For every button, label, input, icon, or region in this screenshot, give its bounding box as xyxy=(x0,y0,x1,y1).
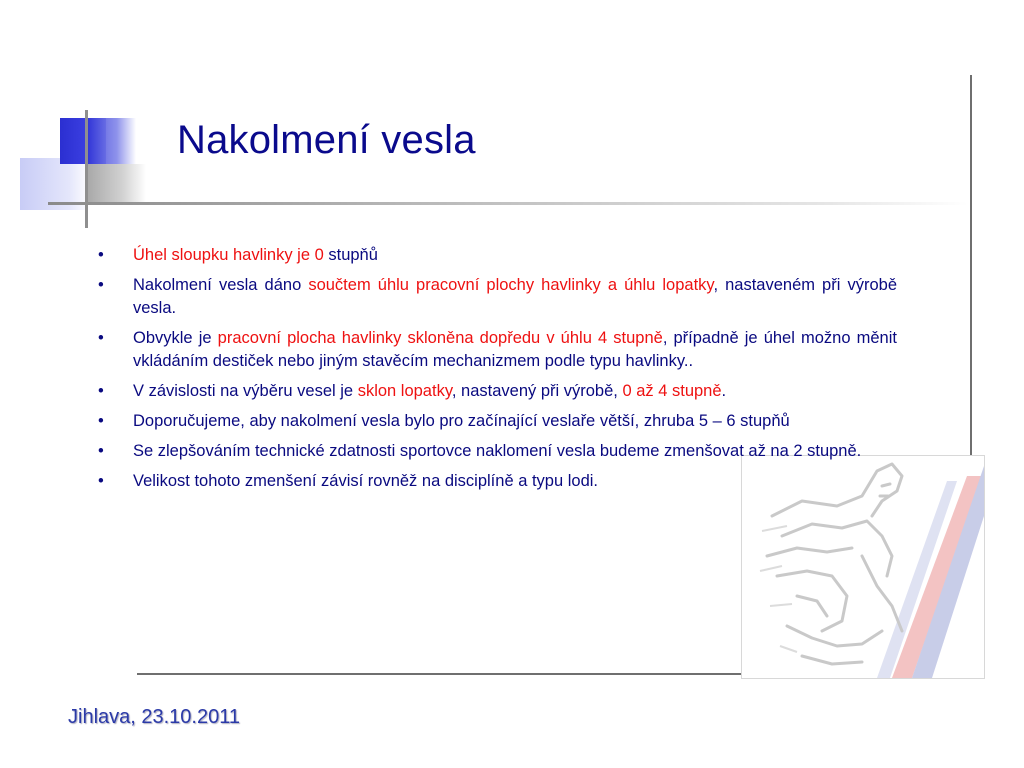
bullet-text: , nastaveném při výrobě vesla. xyxy=(133,276,897,317)
bullet-item xyxy=(96,470,897,493)
bullet-item xyxy=(96,410,897,433)
highlight-text: pracovní plocha havlinky skloněna dopředu v úhlu 4 stupně xyxy=(217,329,663,347)
highlight-text: sklon lopatky xyxy=(357,382,452,400)
highlight-text: Úhel sloupku havlinky je 0 xyxy=(133,246,324,264)
bullet-text: Velikost tohoto zmenšení závisí rovněž na disciplíně a typu lodi. xyxy=(133,472,599,490)
decor-square-blue-fade xyxy=(88,118,136,164)
bullet-text: Doporučujeme, aby nakolmení vesla bylo pro začínající veslaře větší, zhruba 5 – 6 stupňů xyxy=(133,412,790,430)
bullet-list xyxy=(96,244,897,500)
bullet-item xyxy=(96,327,897,373)
bullet-text: . xyxy=(721,382,727,400)
highlight-text: součtem úhlu pracovní plochy havlinky a úhlu lopatky xyxy=(308,276,714,294)
bullet-text: stupňů xyxy=(323,246,378,264)
slide-title: Nakolmení vesla xyxy=(177,118,476,162)
highlight-text: 0 až 4 stupně xyxy=(622,382,722,400)
bullet-item xyxy=(96,380,897,403)
bullet-item xyxy=(96,440,897,463)
decor-square-gray xyxy=(88,164,146,202)
bullet-text: Obvykle je xyxy=(133,329,218,347)
bullet-item xyxy=(96,274,897,320)
footer-date-location: Jihlava, 23.10.2011 xyxy=(68,706,240,728)
bullet-text: V závislosti na výběru vesel je xyxy=(133,382,358,400)
bullet-text: , nastavený při výrobě, xyxy=(451,382,623,400)
bullet-text: Se zlepšováním technické zdatnosti sportovce naklomení vesla budeme zmenšovat až na 2 stupně. xyxy=(133,442,862,460)
bullet-text: Nakolmení vesla dáno xyxy=(133,276,309,294)
title-underline xyxy=(48,202,968,205)
bullet-text: , případně je úhel možno měnit vkládáním destiček nebo jiným stavěcím mechanizmem podle typu havlinky.. xyxy=(133,329,897,370)
bullet-item xyxy=(96,244,897,267)
decor-vertical-line xyxy=(85,110,88,228)
